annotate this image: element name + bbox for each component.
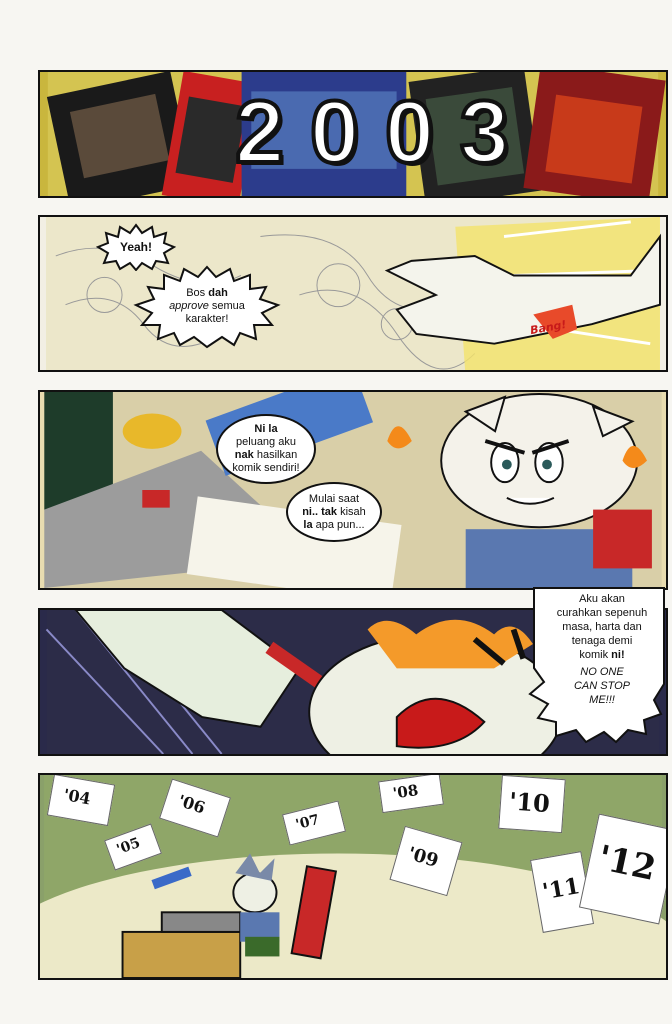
yeah-text: Yeah!: [119, 240, 152, 254]
page-sheet-11: '11: [530, 851, 594, 933]
panel-determination: [38, 390, 668, 590]
year-title: 2003: [235, 82, 535, 181]
page-sheet-08: '08: [378, 773, 444, 813]
bang-sfx: Bang!: [529, 317, 568, 338]
from-now-speech-bubble: Mulai saat ni.. tak kisah la apa pun...: [286, 482, 382, 542]
vow-caption-text: Aku akan curahkan sepenuh masa, harta dan tenaga demi komik ni! NO ONE CAN STOP ME!!!: [538, 592, 666, 707]
no-one-can-stop-me: NO ONE CAN STOP ME!!!: [573, 666, 631, 706]
panel-approval: [38, 215, 668, 372]
boss-approve-text: Bos dah approve semua karakter!: [169, 287, 245, 325]
page-sheet-06: '06: [159, 778, 231, 837]
page-sheet-05: '05: [104, 823, 162, 870]
panel-years-flying: [38, 773, 668, 980]
page-sheet-04: '04: [47, 774, 115, 826]
panel-year: [38, 70, 668, 198]
page-sheet-07: '07: [282, 800, 346, 845]
page-sheet-12: '12: [579, 814, 668, 925]
page-sheet-10: '10: [498, 775, 566, 833]
page-sheet-09: '09: [389, 826, 462, 896]
chance-speech-bubble: Ni la peluang aku nak hasilkan komik sendiri!: [216, 414, 316, 484]
